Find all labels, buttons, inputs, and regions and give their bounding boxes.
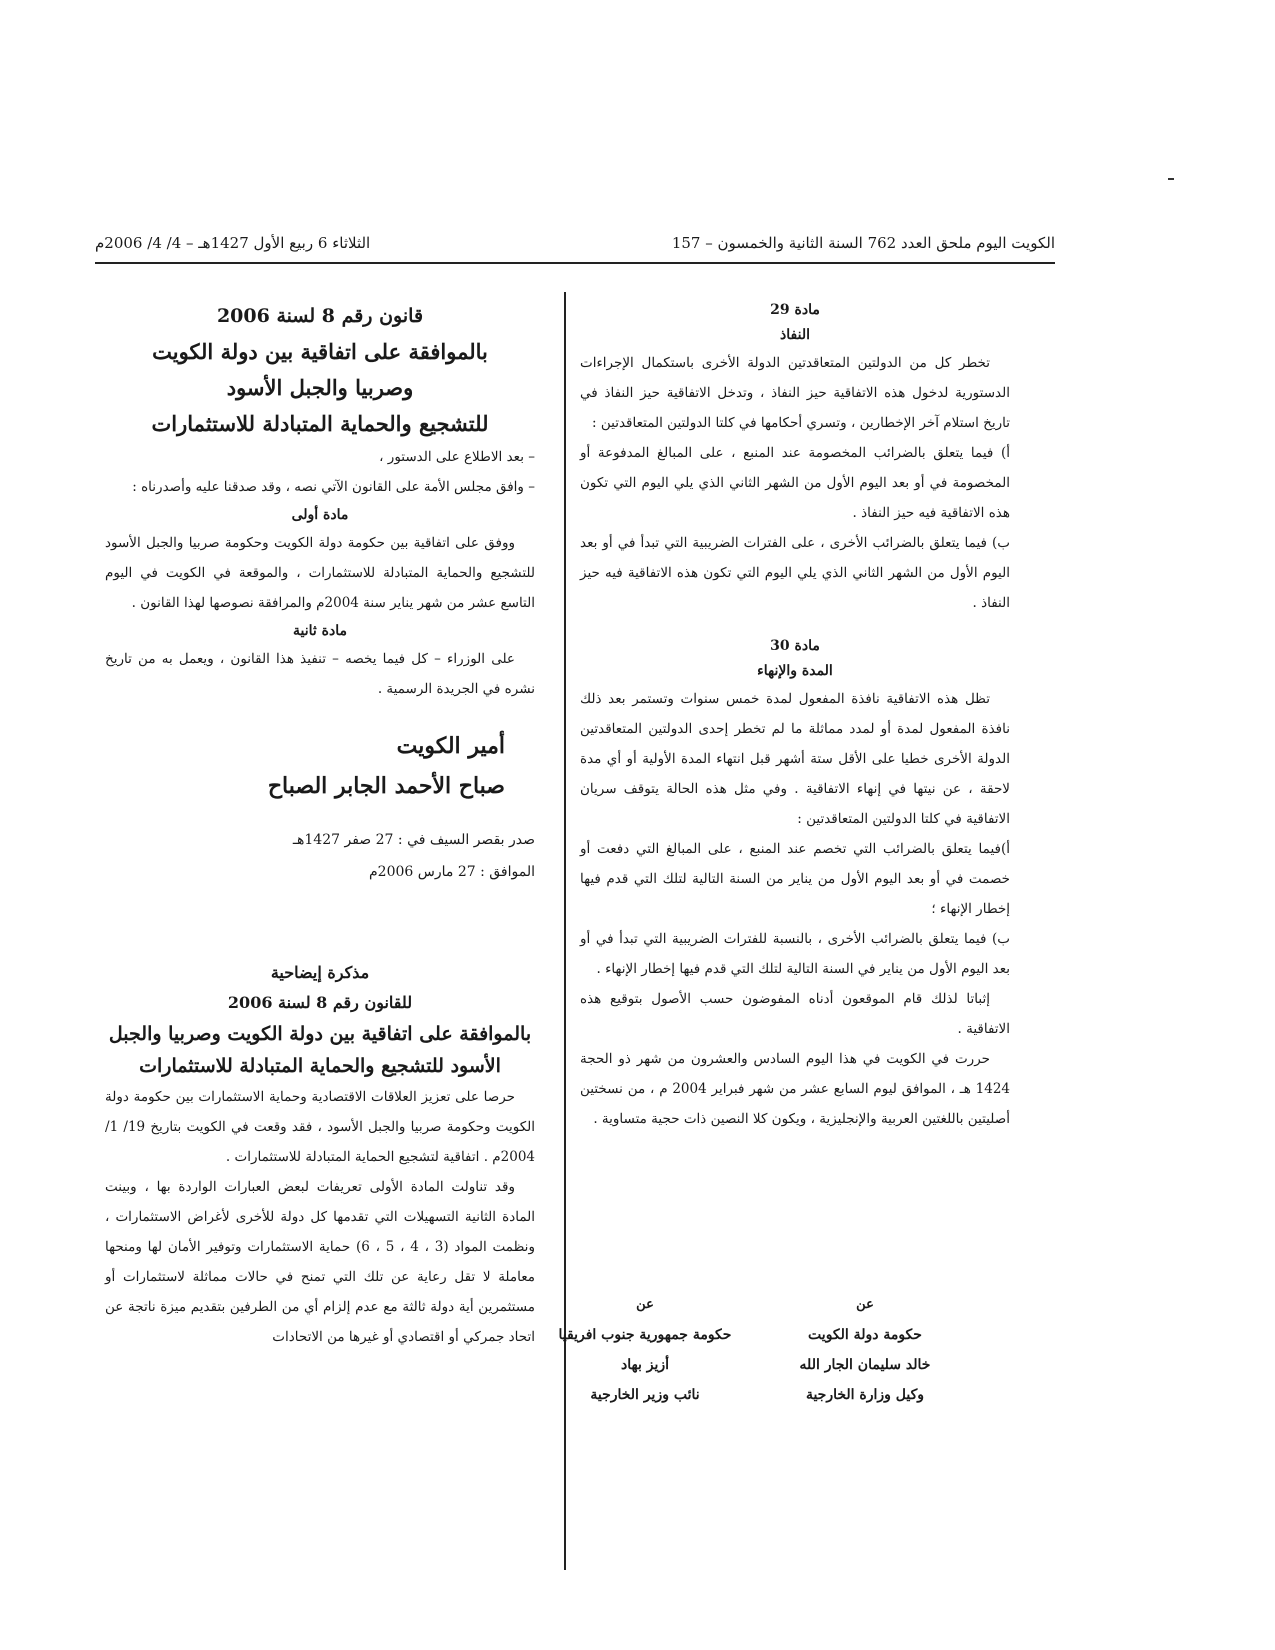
signature-south-africa-name: أزيز بهاد — [621, 1357, 669, 1373]
preamble-assembly: – وافق مجلس الأمة على القانون الآتي نصه ، وقد صدقنا عليه وأصدرناه : — [132, 479, 535, 495]
signature-kuwait — [765, 1290, 965, 1410]
signature-south-africa-government: حكومة جمهورية جنوب افريقيا — [558, 1327, 732, 1343]
header-date: الثلاثاء 6 ربيع الأول 1427هـ – 4/ 4/ 2006م — [95, 234, 371, 252]
article-29-title: النفاذ — [780, 327, 810, 343]
article-29-clause-a: أ) فيما يتعلق بالضرائب المخصومة عند المنبع ، على المبالغ المدفوعة أو المخصومة في أو بعد اليوم الأول من الشهر الثاني الذي يلي اليوم التي تكون هذه الاتفاقية فيه حيز النفاذ . — [580, 445, 1010, 521]
article-first-title: مادة أولى — [291, 507, 349, 523]
preamble-constitution: – بعد الاطلاع على الدستور ، — [379, 449, 535, 465]
law-title: قانون رقم 8 لسنة 2006 — [216, 305, 424, 327]
law-subtitle-line-2: وصربيا والجبل الأسود — [226, 375, 414, 400]
signature-south-africa — [545, 1290, 745, 1410]
right-column — [580, 298, 1010, 1134]
article-second-text: على الوزراء – كل فيما يخصه – تنفيذ هذا القانون ، ويعمل به من تاريخ نشره في الجريدة الرسمية . — [105, 651, 535, 697]
signature-kuwait-government: حكومة دولة الكويت — [808, 1327, 922, 1343]
signature-south-africa-on-behalf: عن — [636, 1297, 654, 1312]
article-30-clause-a: أ)فيما يتعلق بالضرائب التي تخصم عند المنبع ، على المبالغ التي دفعت أو خصمت في أو بعد اليوم الأول من يناير من السنة التالية لتلك التي قدم فيها إخطار الإنهاء ؛ — [580, 841, 1010, 917]
article-30-title: المدة والإنهاء — [757, 663, 833, 679]
article-29-clause-b: ب) فيما يتعلق بالضرائب الأخرى ، على الفترات الضريبية التي تبدأ في أو بعد اليوم الأول من الشهر الثاني الذي يلي اليوم التي تكون هذه الاتفاقية فيه حيز النفاذ . — [580, 535, 1010, 611]
signature-kuwait-name: خالد سليمان الجار الله — [799, 1357, 931, 1373]
memo-law-number: للقانون رقم 8 لسنة 2006 — [227, 993, 413, 1012]
article-first-text: ووفق على اتفاقية بين حكومة دولة الكويت وحكومة صربيا والجبل الأسود للتشجيع والحماية المتبادلة للاستثمارات ، والموقعة في الكويت في اليوم التاسع عشر من شهر يناير سنة 2004م والمرافقة نصوصها لهذا القانون . — [105, 535, 535, 611]
article-30-number: مادة 30 — [770, 638, 820, 654]
signature-kuwait-title: وكيل وزارة الخارجية — [805, 1387, 925, 1403]
law-subtitle-line-3: للتشجيع والحماية المتبادلة للاستثمارات — [151, 411, 489, 436]
left-column — [105, 298, 535, 1352]
witness-statement: إثباتا لذلك قام الموقعون أدناه المفوضون حسب الأصول بتوقيع هذه الاتفاقية . — [580, 991, 1010, 1037]
article-second-title: مادة ثانية — [293, 623, 347, 639]
memo-subtitle-line-2: الأسود للتشجيع والحماية المتبادلة للاستثمارات — [139, 1055, 501, 1077]
article-30-paragraph: تظل هذه الاتفاقية نافذة المفعول لمدة خمس سنوات وتستمر بعد ذلك نافذة المفعول لمدة أو لمدد مماثلة ما لم تخطر إحدى الدولتين المتعاقدتين الدولة الأخرى خطيا على الأقل ستة أشهر قبل انتهاء المدة الأولية أو أي مدة لاحقة ، عن نيتها في إنهاء الاتفاقية . وفي مثل هذه الحالة يتوقف سريان الاتفاقية في كلتا الدولتين المتعاقدتين : — [580, 691, 1010, 827]
signature-south-africa-title: نائب وزير الخارجية — [590, 1387, 700, 1403]
signature-block — [535, 1290, 965, 1420]
signature-kuwait-on-behalf: عن — [856, 1297, 874, 1312]
article-30-clause-b: ب) فيما يتعلق بالضرائب الأخرى ، بالنسبة للفترات الضريبية التي تبدأ في أو بعد اليوم الأول من يناير في السنة التالية لتلك التي قدم فيها إخطار الإنهاء . — [580, 931, 1010, 977]
memo-subtitle-line-1: بالموافقة على اتفاقية بين دولة الكويت وصربيا والجبل — [108, 1023, 532, 1045]
emir-title: أمير الكويت — [396, 733, 505, 759]
emir-name: صباح الأحمد الجابر الصباح — [267, 773, 505, 799]
memo-paragraph-2: وقد تناولت المادة الأولى تعريفات لبعض العبارات الواردة بها ، وبينت المادة الثانية التسهيلات التي تقدمها كل دولة للأخرى لأغراض الاستثمارات ، ونظمت المواد (3 ، 4 ، 5 ، 6) حماية الاستثمارات وتوفير الأمان لها ومنحها معاملة لا تقل رعاية عن تلك التي تمنح في حالات مماثلة لاستثمارات أو مستثمرين أية دولة ثالثة مع عدم إلزام أي من الطرفين بتقديم ميزة ناتجة عن اتحاد جمركي أو اقتصادي أو غيرها من الاتحادات — [105, 1179, 535, 1345]
memo-title: مذكرة إيضاحية — [270, 963, 370, 982]
article-29-paragraph: تخطر كل من الدولتين المتعاقدتين الدولة الأخرى باستكمال الإجراءات الدستورية لدخول هذه الاتفاقية حيز النفاذ ، وتدخل الاتفاقية حيز النفاذ في تاريخ استلام آخر الإخطارين ، وتسري أحكامها في كلتا الدولتين المتعاقدتين : — [580, 355, 1010, 431]
issued-date-gregorian: الموافق : 27 مارس 2006م — [368, 864, 535, 880]
header-publication: الكويت اليوم ملحق العدد 762 السنة الثانية والخمسون – 157 — [671, 234, 1055, 252]
law-subtitle-line-1: بالموافقة على اتفاقية بين دولة الكويت — [152, 339, 488, 364]
page-header — [95, 232, 1055, 264]
article-29-number: مادة 29 — [770, 302, 820, 318]
memo-paragraph-1: حرصا على تعزيز العلاقات الاقتصادية وحماية الاستثمارات بين حكومة دولة الكويت وحكومة صربيا والجبل الأسود ، فقد وقعت في الكويت بتاريخ 19/ 1/ 2004م . اتفاقية لتشجيع الحماية المتبادلة للاستثمارات . — [105, 1089, 536, 1165]
scan-speck — [1168, 178, 1174, 180]
done-at-statement: حررت في الكويت في هذا اليوم السادس والعشرون من شهر ذو الحجة 1424 هـ ، الموافق ليوم السابع عشر من شهر فبراير 2004 م ، من نسختين أصليتين باللغتين العربية والإنجليزية ، ويكون كلا النصين ذات حجية متساوية . — [580, 1051, 1010, 1127]
issued-date-hijri: صدر بقصر السيف في : 27 صفر 1427هـ — [292, 832, 535, 848]
